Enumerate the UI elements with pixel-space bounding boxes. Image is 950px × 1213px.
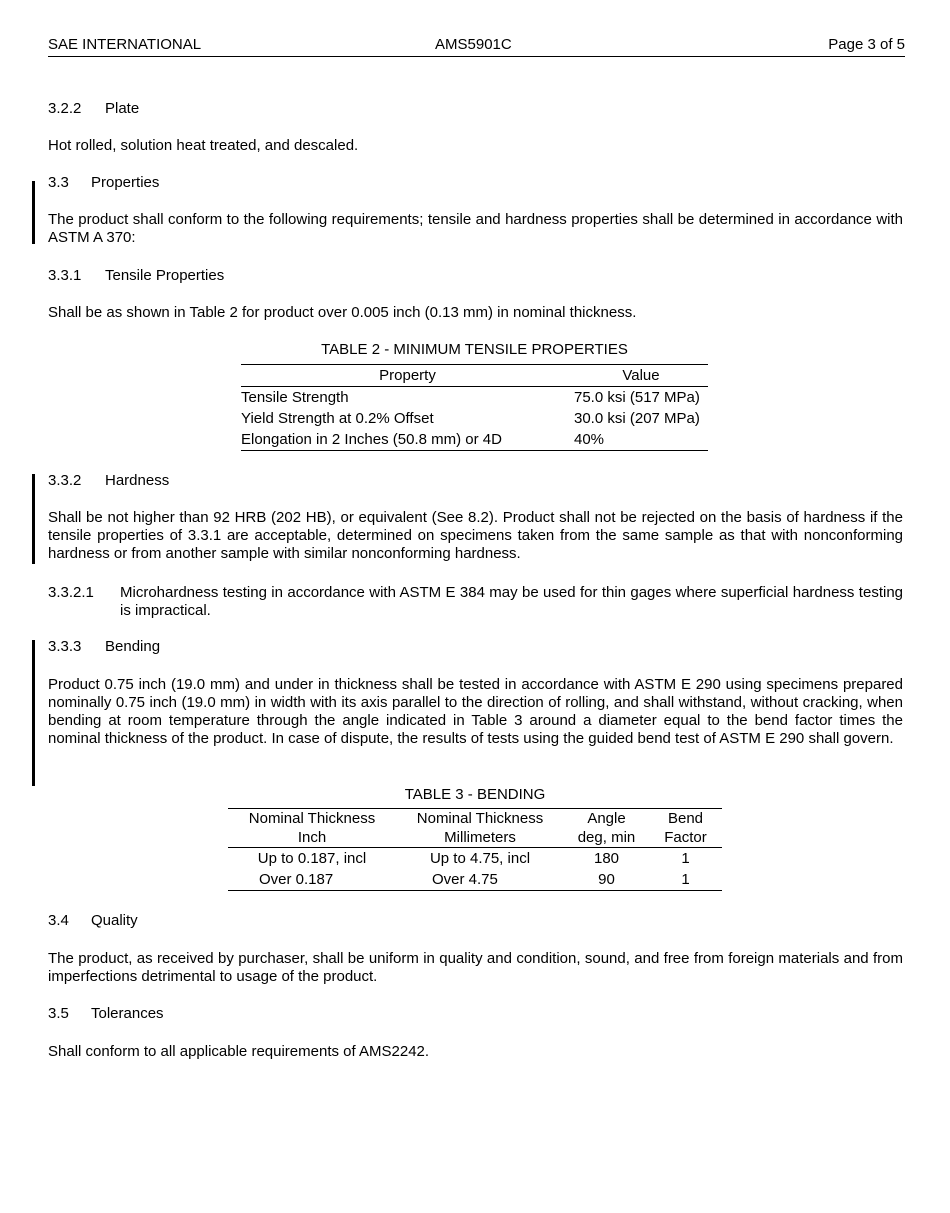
section-number: 3.4 bbox=[48, 912, 69, 929]
section-title: Tensile Properties bbox=[105, 267, 225, 284]
table-cell: 40% bbox=[574, 429, 708, 451]
section-body-3-3-3: Product 0.75 inch (19.0 mm) and under in thickness shall be tested in accordance with ASTM E 290 using specimens prepared nominally 0.75 inch (19.0 mm) in width with its axis parallel to the direction of rolling, and shall withstand, without cracking, when bending at room temperature through the angle indicated in Table 3 around a diameter equal to the bend factor times the nominal thickness of the product. In case of dispute, the results of tests using the guided bend test of ASTM E 290 shall govern. bbox=[48, 676, 903, 747]
table-row bbox=[228, 848, 722, 870]
header-line: deg, min bbox=[577, 829, 636, 846]
section-number: 3.3.1 bbox=[48, 267, 82, 284]
section-heading-3-3-3 bbox=[48, 638, 160, 656]
table-cell: 30.0 ksi (207 MPa) bbox=[574, 410, 700, 427]
section-body-3-3: The product shall conform to the following requirements; tensile and hardness properties shall be determined in accordance with ASTM A 370: bbox=[48, 211, 903, 246]
table-cell: Over 0.187 bbox=[228, 869, 396, 891]
header-line: Nominal Thickness bbox=[248, 810, 376, 827]
section-heading-3-3 bbox=[48, 174, 159, 192]
change-bar bbox=[32, 474, 35, 564]
page-header bbox=[48, 36, 905, 57]
section-title: Properties bbox=[91, 174, 160, 191]
section-title: Tolerances bbox=[91, 1005, 164, 1022]
table-header-cell bbox=[649, 809, 722, 848]
table-cell: 1 bbox=[681, 850, 690, 867]
section-title: Hardness bbox=[105, 472, 170, 489]
table-cell: Yield Strength at 0.2% Offset bbox=[241, 410, 434, 427]
header-line: Angle bbox=[587, 810, 626, 827]
header-line: Factor bbox=[664, 829, 707, 846]
table-cell: Up to 0.187, incl bbox=[257, 850, 367, 867]
table-cell: 75.0 ksi (517 MPa) bbox=[574, 389, 700, 406]
table-2 bbox=[241, 364, 708, 451]
change-bar bbox=[32, 640, 35, 786]
section-number: 3.3 bbox=[48, 174, 69, 191]
table-cell: Elongation in 2 Inches (50.8 mm) or 4D bbox=[241, 429, 574, 451]
table-cell: Up to 4.75, incl bbox=[429, 850, 531, 867]
table-cell: 1 bbox=[649, 869, 722, 891]
table-cell: Over 4.75 bbox=[396, 869, 564, 891]
section-number: 3.3.2 bbox=[48, 472, 82, 489]
header-line: Bend bbox=[667, 810, 704, 827]
section-body-3-4: The product, as received by purchaser, shall be uniform in quality and condition, sound, and free from foreign materials and from imperfections detrimental to usage of the product. bbox=[48, 950, 903, 985]
section-heading-3-2-2 bbox=[48, 100, 139, 118]
table-header-cell: Value bbox=[574, 365, 708, 387]
section-body-3-2-2: Hot rolled, solution heat treated, and descaled. bbox=[48, 137, 359, 154]
header-line: Inch bbox=[297, 829, 327, 846]
section-body-3-3-2: Shall be not higher than 92 HRB (202 HB), or equivalent (See 8.2). Product shall not be rejected on the basis of hardness if the tensile properties of 3.3.1 are acceptable, determined on specimens taken from the same sample as that with nonconforming hardness or from another sample with similar nonconforming hardness. bbox=[48, 509, 903, 562]
table-cell: 180 bbox=[593, 850, 620, 867]
table-row bbox=[241, 387, 708, 409]
table-header-cell: Property bbox=[241, 365, 574, 387]
table-row bbox=[241, 408, 708, 429]
header-org: SAE INTERNATIONAL bbox=[48, 36, 202, 53]
table-cell: 90 bbox=[564, 869, 649, 891]
section-body-3-3-1: Shall be as shown in Table 2 for product over 0.005 inch (0.13 mm) in nominal thickness. bbox=[48, 304, 637, 321]
change-bar bbox=[32, 181, 35, 244]
section-heading-3-3-1 bbox=[48, 267, 224, 285]
section-title: Plate bbox=[105, 100, 140, 117]
table-2-caption: TABLE 2 - MINIMUM TENSILE PROPERTIES bbox=[321, 341, 628, 358]
header-line: Millimeters bbox=[444, 829, 516, 846]
table-header-cell bbox=[564, 809, 649, 848]
header-doc-id: AMS5901C bbox=[435, 36, 512, 53]
section-heading-3-3-2 bbox=[48, 472, 169, 490]
header-line: Nominal Thickness bbox=[416, 810, 544, 827]
table-3 bbox=[228, 808, 722, 891]
table-header-cell bbox=[396, 809, 564, 848]
section-title: Bending bbox=[105, 638, 161, 655]
section-number: 3.5 bbox=[48, 1005, 69, 1022]
table-row bbox=[241, 429, 708, 451]
table-3-caption: TABLE 3 - BENDING bbox=[404, 786, 546, 803]
section-heading-3-4 bbox=[48, 912, 138, 930]
section-number-3-3-2-1: 3.3.2.1 bbox=[48, 584, 94, 601]
section-body-3-5: Shall conform to all applicable requirements of AMS2242. bbox=[48, 1043, 430, 1060]
table-cell: Tensile Strength bbox=[241, 389, 349, 406]
section-number: 3.2.2 bbox=[48, 100, 82, 117]
header-page-number: Page 3 of 5 bbox=[828, 36, 905, 53]
section-body-3-3-2-1: Microhardness testing in accordance with ASTM E 384 may be used for thin gages where superficial hardness testing is impractical. bbox=[120, 584, 903, 619]
table-row bbox=[228, 869, 722, 891]
section-title: Quality bbox=[91, 912, 138, 929]
section-number: 3.3.3 bbox=[48, 638, 82, 655]
section-heading-3-5 bbox=[48, 1005, 164, 1023]
table-header-cell bbox=[228, 809, 396, 848]
